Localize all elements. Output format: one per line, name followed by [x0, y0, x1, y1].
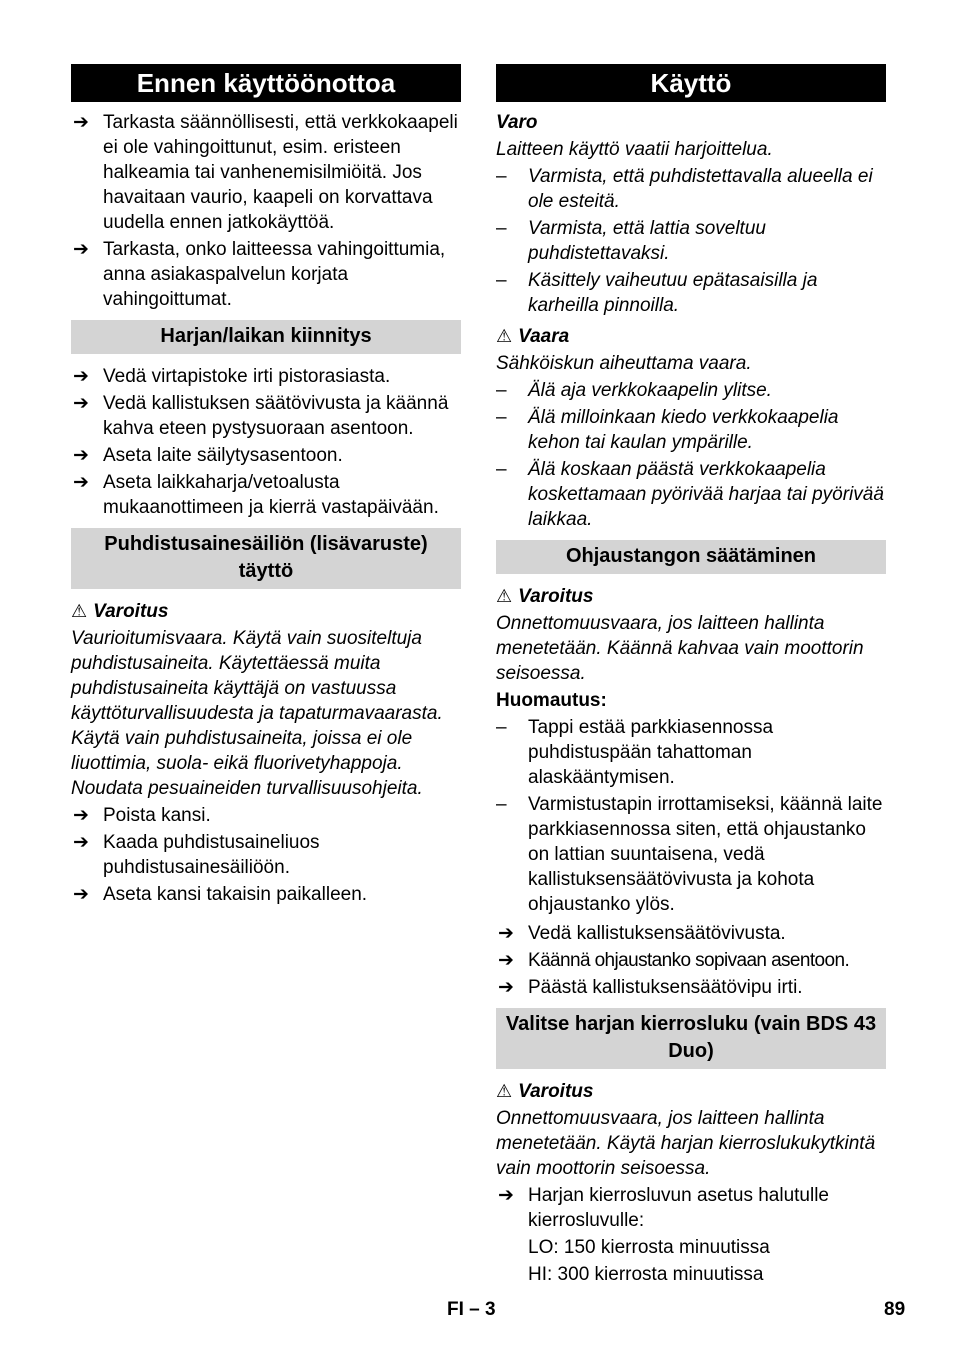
- list-item: – Käsittely vaiheutuu epätasaisilla ja karheilla pinnoilla.: [496, 270, 818, 316]
- danger-text: Sähköiskun aiheuttama vaara.: [496, 353, 752, 374]
- arrow-icon: ➔: [73, 884, 89, 905]
- warning-text: Onnettomuusvaara, jos laitteen hallinta menetetään. Käytä harjan kierroslukukytkintä vain moottorin seisoessa.: [496, 1108, 876, 1179]
- speed-lo: LO: 150 kierrosta minuutissa: [528, 1237, 770, 1258]
- arrow-icon: ➔: [73, 112, 89, 133]
- arrow-icon: ➔: [73, 832, 89, 853]
- section-title-operation: Käyttö: [496, 64, 886, 102]
- note-label: Huomautus:: [496, 690, 607, 711]
- list-item: ➔ Kaada puhdistusaineliuos puhdistusainesäiliöön.: [73, 832, 320, 878]
- warning-text: Vaurioitumisvaara. Käytä vain suositeltuja puhdistusaineita. Käytettäessä muita puhdistusaineita käyttäjä on vastuussa käyttöturvallisuudesta ja tapaturmavaarasta. Käytä vain puhdistusaineita, joissa ei ole liuottimia, suola- eikä fluorivetyhappoja. Noudata pesuaineiden turvallisuusohjeita.: [71, 628, 443, 799]
- list-item: ➔ Harjan kierrosluvun asetus halutulle kierrosluvulle:: [498, 1185, 829, 1231]
- list-item: – Älä milloinkaan kiedo verkkokaapelia kehon tai kaulan ympärille.: [496, 407, 839, 453]
- list-item: – Varmistustapin irrottamiseksi, käännä laite parkkiasennossa siten, että ohjaustanko on lattian suuntaisena, vedä kallistuksensäätövivusta ja kohota ohjaustanko ylös.: [496, 794, 883, 915]
- arrow-icon: ➔: [498, 1185, 514, 1206]
- arrow-icon: ➔: [73, 239, 89, 260]
- section-title-before-use: Ennen käyttöönottoa: [71, 64, 461, 102]
- list-item: ➔ Käännä ohjaustanko sopivaan asentoon.: [498, 950, 850, 971]
- dash-bullet: –: [496, 166, 507, 187]
- warning-triangle-icon: ⚠: [71, 601, 88, 621]
- dash-bullet: –: [496, 407, 507, 428]
- danger-heading: ⚠ Vaara: [496, 326, 570, 347]
- arrow-icon: ➔: [73, 393, 89, 414]
- caution-text: Laitteen käyttö vaatii harjoittelua.: [496, 139, 773, 160]
- list-item: ➔ Vedä virtapistoke irti pistorasiasta.: [73, 366, 391, 387]
- warning-text: Onnettomuusvaara, jos laitteen hallinta menetetään. Käännä kahvaa vain moottorin seisoessa.: [496, 613, 864, 684]
- dash-bullet: –: [496, 459, 507, 480]
- list-item: ➔ Tarkasta, onko laitteessa vahingoittumia, anna asiakaspalvelun korjata vahingoittumat.: [73, 239, 446, 310]
- speed-hi: HI: 300 kierrosta minuutissa: [528, 1264, 764, 1285]
- arrow-icon: ➔: [73, 472, 89, 493]
- dash-bullet: –: [496, 380, 507, 401]
- warning-heading: ⚠ Varoitus: [496, 586, 594, 607]
- list-item: – Älä koskaan päästä verkkokaapelia koskettamaan pyörivää harjaa tai pyörivää laikkaa.: [496, 459, 884, 530]
- arrow-icon: ➔: [498, 923, 514, 944]
- footer-language-page: FI – 3: [447, 1299, 496, 1320]
- dash-bullet: –: [496, 794, 507, 815]
- arrow-icon: ➔: [73, 445, 89, 466]
- dash-bullet: –: [496, 270, 507, 291]
- warning-heading: ⚠ Varoitus: [496, 1081, 594, 1102]
- arrow-icon: ➔: [73, 805, 89, 826]
- list-item: ➔ Poista kansi.: [73, 805, 211, 826]
- list-item: ➔ Tarkasta säännöllisesti, että verkkokaapeli ei ole vahingoittunut, esim. eristeen halkeamia tai vanhenemisilmiöitä. Jos havaitaan vaurio, kaapeli on korvattava uudella ennen jatkokäyttöä.: [73, 112, 458, 233]
- list-item: – Varmista, että lattia soveltuu puhdistettavaksi.: [496, 218, 766, 264]
- list-item: ➔ Päästä kallistuksensäätövipu irti.: [498, 977, 803, 998]
- list-item: ➔ Aseta laikkaharja/vetoalusta mukaanottimeen ja kierrä vastapäivään.: [73, 472, 439, 518]
- warning-heading: ⚠ Varoitus: [71, 601, 169, 622]
- warning-triangle-icon: ⚠: [496, 586, 513, 606]
- list-item: ➔ Aseta laite säilytysasentoon.: [73, 445, 343, 466]
- right-column: [496, 64, 886, 1289]
- left-column: [71, 64, 461, 909]
- arrow-icon: ➔: [498, 977, 514, 998]
- list-item: – Varmista, että puhdistettavalla alueella ei ole esteitä.: [496, 166, 873, 212]
- caution-heading: Varo: [496, 112, 538, 133]
- page-number: 89: [884, 1299, 906, 1320]
- arrow-icon: ➔: [73, 366, 89, 387]
- section-heading-brush-speed: Valitse harjan kierrosluku (vain BDS 43 Duo): [496, 1008, 886, 1069]
- dash-bullet: –: [496, 218, 507, 239]
- list-item: ➔ Aseta kansi takaisin paikalleen.: [73, 884, 368, 905]
- list-item: – Tappi estää parkkiasennossa puhdistuspään tahattoman alaskääntymisen.: [496, 717, 774, 788]
- warning-triangle-icon: ⚠: [496, 326, 513, 346]
- warning-triangle-icon: ⚠: [496, 1081, 513, 1101]
- section-heading-handle-adjust: Ohjaustangon säätäminen: [496, 540, 886, 574]
- section-heading-detergent-tank: Puhdistusainesäiliön (lisävaruste) täyttö: [71, 528, 461, 589]
- dash-bullet: –: [496, 717, 507, 738]
- list-item: ➔ Vedä kallistuksen säätövivusta ja käännä kahva eteen pystysuoraan asentoon.: [73, 393, 449, 439]
- section-heading-brush-mounting: Harjan/laikan kiinnitys: [71, 320, 461, 354]
- arrow-icon: ➔: [498, 950, 514, 971]
- list-item: – Älä aja verkkokaapelin ylitse.: [496, 380, 772, 401]
- list-item: ➔ Vedä kallistuksensäätövivusta.: [498, 923, 786, 944]
